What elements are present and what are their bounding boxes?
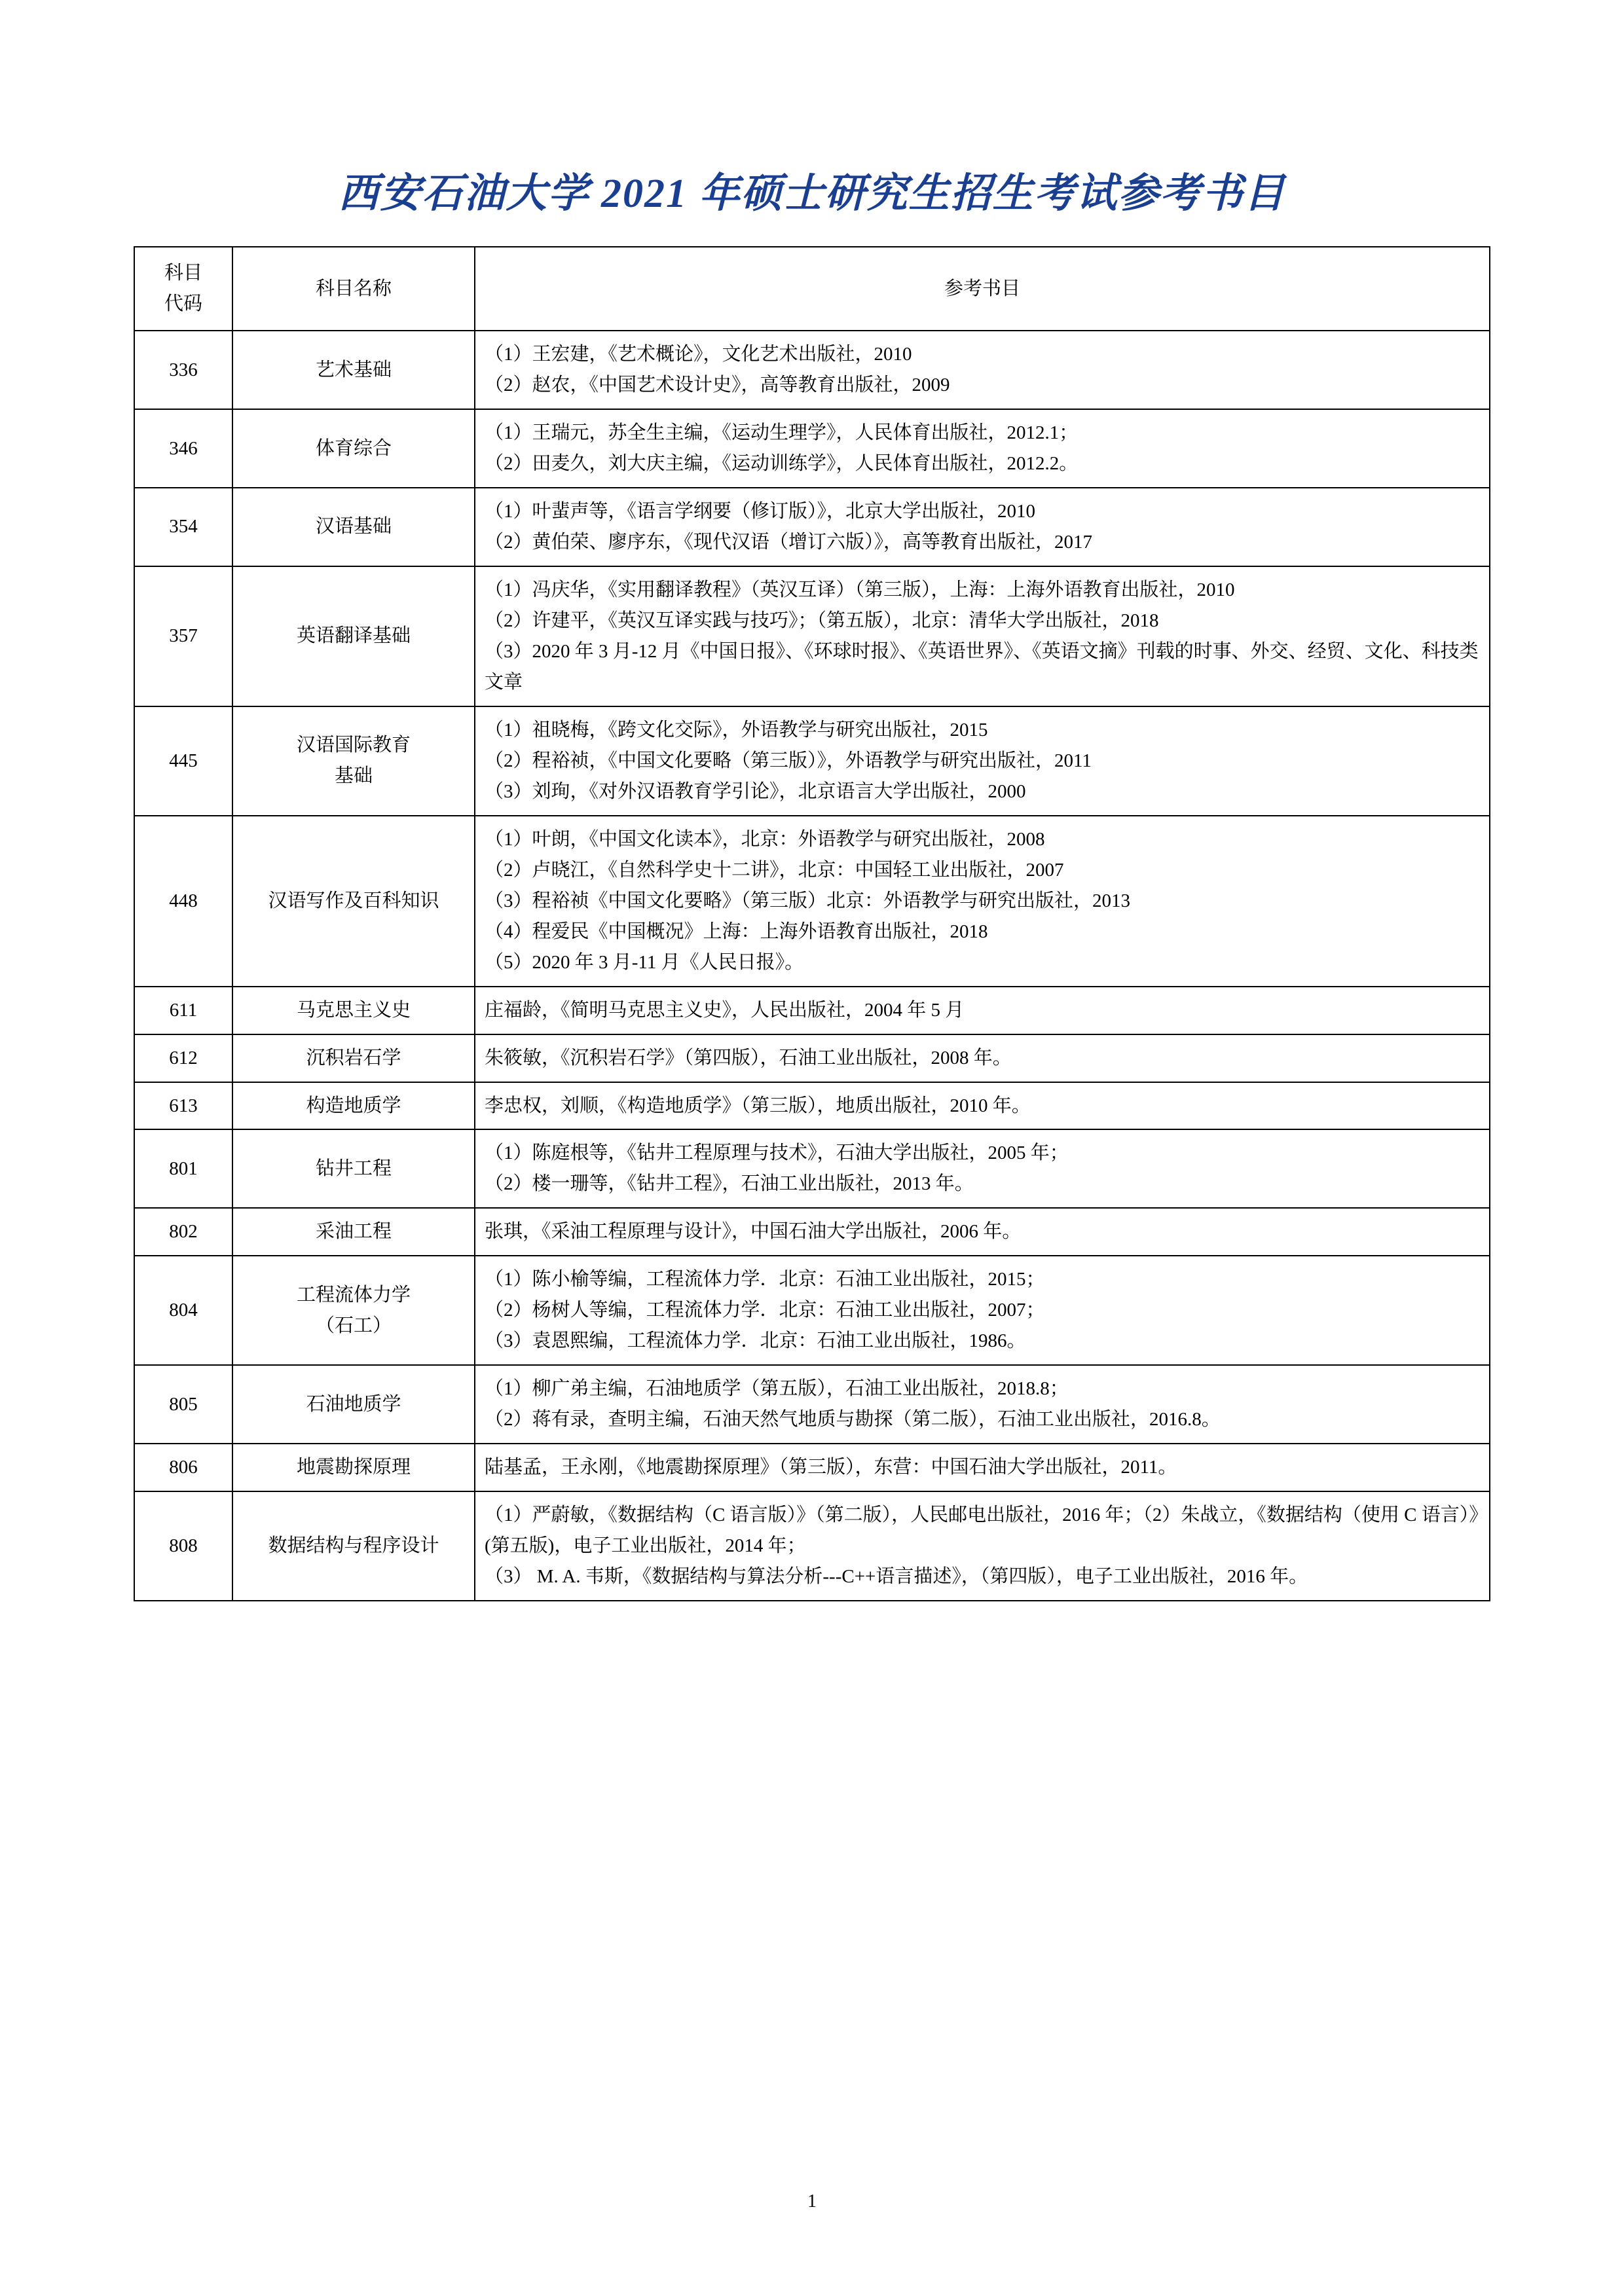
table-header-row — [134, 247, 1490, 331]
reference-book-entry: （1）叶蜚声等，《语言学纲要（修订版）》，北京大学出版社，2010 — [485, 501, 1036, 522]
column-header-code-line2: 代码 — [164, 293, 202, 315]
reference-books-cell — [475, 987, 1490, 1034]
reference-book-entry: （3）2020 年 3 月-12 月《中国日报》、《环球时报》、《英语世界》、《英语文摘》刊载的时事、外交、经贸、文化、科技类文章 — [485, 640, 1479, 693]
table-row — [134, 566, 1490, 706]
reference-book-entry: （4）程爱民《中国概况》上海：上海外语教育出版社，2018 — [485, 920, 988, 942]
table-row — [134, 816, 1490, 987]
reference-book-entry: 李忠权，刘顺，《构造地质学》（第三版），地质出版社，2010 年。 — [485, 1095, 1031, 1116]
reference-book-entry: （1）陈庭根等，《钻井工程原理与技术》，石油大学出版社，2005 年； — [485, 1142, 1069, 1164]
reference-book-entry: （2）楼一珊等，《钻井工程》，石油工业出版社，2013 年。 — [485, 1173, 974, 1195]
subject-code-cell: 806 — [134, 1444, 232, 1491]
table-row — [134, 1491, 1490, 1601]
subject-code-cell: 445 — [134, 706, 232, 816]
subject-name-cell: 采油工程 — [232, 1208, 475, 1256]
reference-book-entry: （1）王宏建，《艺术概论》，文化艺术出版社，2010 — [485, 344, 912, 365]
subject-code-cell: 336 — [134, 331, 232, 409]
subject-code-cell: 802 — [134, 1208, 232, 1256]
table-row — [134, 1256, 1490, 1365]
table-row — [134, 1082, 1490, 1130]
reference-book-entry: （2）黄伯荣、廖序东，《现代汉语（增订六版）》，高等教育出版社，2017 — [485, 531, 1093, 553]
reference-book-entry: （1）叶朗，《中国文化读本》，北京：外语教学与研究出版社，2008 — [485, 828, 1045, 850]
subject-name-line: 汉语国际教育 — [296, 735, 411, 756]
reference-books-cell — [475, 488, 1490, 566]
reference-book-entry: （3）刘珣，《对外汉语教育学引论》，北京语言大学出版社，2000 — [485, 780, 1026, 802]
subject-name-cell: 沉积岩石学 — [232, 1034, 475, 1082]
reference-books-cell — [475, 1034, 1490, 1082]
reference-books-cell — [475, 816, 1490, 987]
subject-name-cell: 钻井工程 — [232, 1129, 475, 1208]
subject-name-cell — [232, 1256, 475, 1365]
reference-book-entry: （1）严蔚敏，《数据结构（C 语言版）》（第二版），人民邮电出版社，2016 年；（2）朱战立，《数据结构（使用 C 语言）》(第五版)，电子工业出版社，2014 年； — [485, 1504, 1479, 1557]
reference-book-entry: 陆基孟，王永刚，《地震勘探原理》（第三版），东营：中国石油大学出版社，2011。 — [485, 1457, 1177, 1478]
subject-name-cell: 马克思主义史 — [232, 987, 475, 1034]
subject-code-cell: 808 — [134, 1491, 232, 1601]
subject-code-cell: 354 — [134, 488, 232, 566]
reference-book-entry: （1）祖晓梅，《跨文化交际》，外语教学与研究出版社，2015 — [485, 719, 988, 740]
table-row — [134, 409, 1490, 488]
table-row — [134, 706, 1490, 816]
reference-book-entry: （3） M. A. 韦斯，《数据结构与算法分析---C++语言描述》，（第四版），电子工业出版社，2016 年。 — [485, 1566, 1308, 1588]
subject-name-line: （石工） — [315, 1315, 392, 1336]
reference-book-entry: （2）蒋有录，查明主编，石油天然气地质与勘探（第二版），石油工业出版社，2016.8。 — [485, 1409, 1221, 1430]
reference-books-cell — [475, 566, 1490, 706]
subject-code-cell: 801 — [134, 1129, 232, 1208]
reference-books-cell — [475, 1444, 1490, 1491]
table-row — [134, 1444, 1490, 1491]
reference-book-entry: （1）陈小榆等编，工程流体力学．北京：石油工业出版社，2015； — [485, 1269, 1045, 1290]
reference-book-entry: （2）许建平，《英汉互译实践与技巧》；（第五版），北京：清华大学出版社，2018 — [485, 610, 1159, 631]
reference-book-table-wrapper — [134, 246, 1490, 1601]
table-row — [134, 331, 1490, 409]
reference-books-cell — [475, 409, 1490, 488]
table-body — [134, 331, 1490, 1601]
reference-book-entry: （2）程裕祯，《中国文化要略（第三版）》，外语教学与研究出版社，2011 — [485, 750, 1092, 771]
reference-book-entry: （5）2020 年 3 月-11 月《人民日报》。 — [485, 951, 804, 973]
reference-book-entry: （2）杨树人等编，工程流体力学．北京：石油工业出版社，2007； — [485, 1300, 1045, 1321]
reference-books-cell — [475, 1491, 1490, 1601]
page-title: 西安石油大学 2021 年硕士研究生招生考试参考书目 — [338, 172, 1286, 216]
reference-book-entry: （2）卢晓江，《自然科学史十二讲》，北京：中国轻工业出版社，2007 — [485, 859, 1064, 881]
reference-books-cell — [475, 1129, 1490, 1208]
reference-book-entry: （3）程裕祯《中国文化要略》（第三版）北京：外语教学与研究出版社，2013 — [485, 890, 1131, 911]
subject-name-cell: 汉语写作及百科知识 — [232, 816, 475, 987]
column-header-subject: 科目名称 — [232, 247, 475, 331]
column-header-code — [134, 247, 232, 331]
reference-book-entry: （2）田麦久，刘大庆主编，《运动训练学》，人民体育出版社，2012.2。 — [485, 453, 1079, 475]
reference-book-entry: （2）赵农，《中国艺术设计史》，高等教育出版社，2009 — [485, 374, 950, 396]
reference-books-cell — [475, 1365, 1490, 1444]
table-row — [134, 1365, 1490, 1444]
reference-book-entry: （3）袁恩熙编，工程流体力学．北京：石油工业出版社，1986。 — [485, 1330, 1026, 1352]
subject-name-line: 工程流体力学 — [296, 1284, 411, 1305]
reference-book-entry: 朱筱敏，《沉积岩石学》（第四版），石油工业出版社，2008 年。 — [485, 1047, 1012, 1068]
subject-code-cell: 805 — [134, 1365, 232, 1444]
subject-code-cell: 448 — [134, 816, 232, 987]
subject-name-cell: 汉语基础 — [232, 488, 475, 566]
subject-name-cell: 英语翻译基础 — [232, 566, 475, 706]
reference-book-entry: （1）王瑞元，苏全生主编，《运动生理学》，人民体育出版社，2012.1； — [485, 422, 1079, 444]
reference-books-cell — [475, 1208, 1490, 1256]
subject-code-cell: 613 — [134, 1082, 232, 1130]
table-row — [134, 1034, 1490, 1082]
subject-name-cell — [232, 706, 475, 816]
reference-book-table — [134, 246, 1490, 1601]
column-header-code-line1: 科目 — [164, 263, 202, 284]
reference-book-entry: （1）冯庆华，《实用翻译教程》（英汉互译）（第三版），上海：上海外语教育出版社，2010 — [485, 579, 1235, 600]
subject-name-cell: 体育综合 — [232, 409, 475, 488]
subject-code-cell: 346 — [134, 409, 232, 488]
reference-books-cell — [475, 1082, 1490, 1130]
subject-name-line: 基础 — [334, 765, 373, 787]
table-row — [134, 987, 1490, 1034]
reference-book-entry: 庄福龄，《简明马克思主义史》，人民出版社，2004 年 5 月 — [485, 999, 965, 1021]
subject-code-cell: 357 — [134, 566, 232, 706]
table-row — [134, 1208, 1490, 1256]
reference-books-cell — [475, 331, 1490, 409]
page-number: 1 — [807, 2191, 817, 2212]
table-row — [134, 1129, 1490, 1208]
subject-name-cell: 石油地质学 — [232, 1365, 475, 1444]
subject-code-cell: 804 — [134, 1256, 232, 1365]
subject-code-cell: 611 — [134, 987, 232, 1034]
subject-name-cell: 艺术基础 — [232, 331, 475, 409]
subject-name-cell: 地震勘探原理 — [232, 1444, 475, 1491]
subject-name-cell: 数据结构与程序设计 — [232, 1491, 475, 1601]
subject-name-cell: 构造地质学 — [232, 1082, 475, 1130]
table-row — [134, 488, 1490, 566]
reference-books-cell — [475, 1256, 1490, 1365]
column-header-books: 参考书目 — [475, 247, 1490, 331]
subject-code-cell: 612 — [134, 1034, 232, 1082]
reference-books-cell — [475, 706, 1490, 816]
reference-book-entry: 张琪，《采油工程原理与设计》，中国石油大学出版社，2006 年。 — [485, 1221, 1022, 1243]
reference-book-entry: （1）柳广弟主编，石油地质学（第五版），石油工业出版社，2018.8； — [485, 1378, 1069, 1400]
